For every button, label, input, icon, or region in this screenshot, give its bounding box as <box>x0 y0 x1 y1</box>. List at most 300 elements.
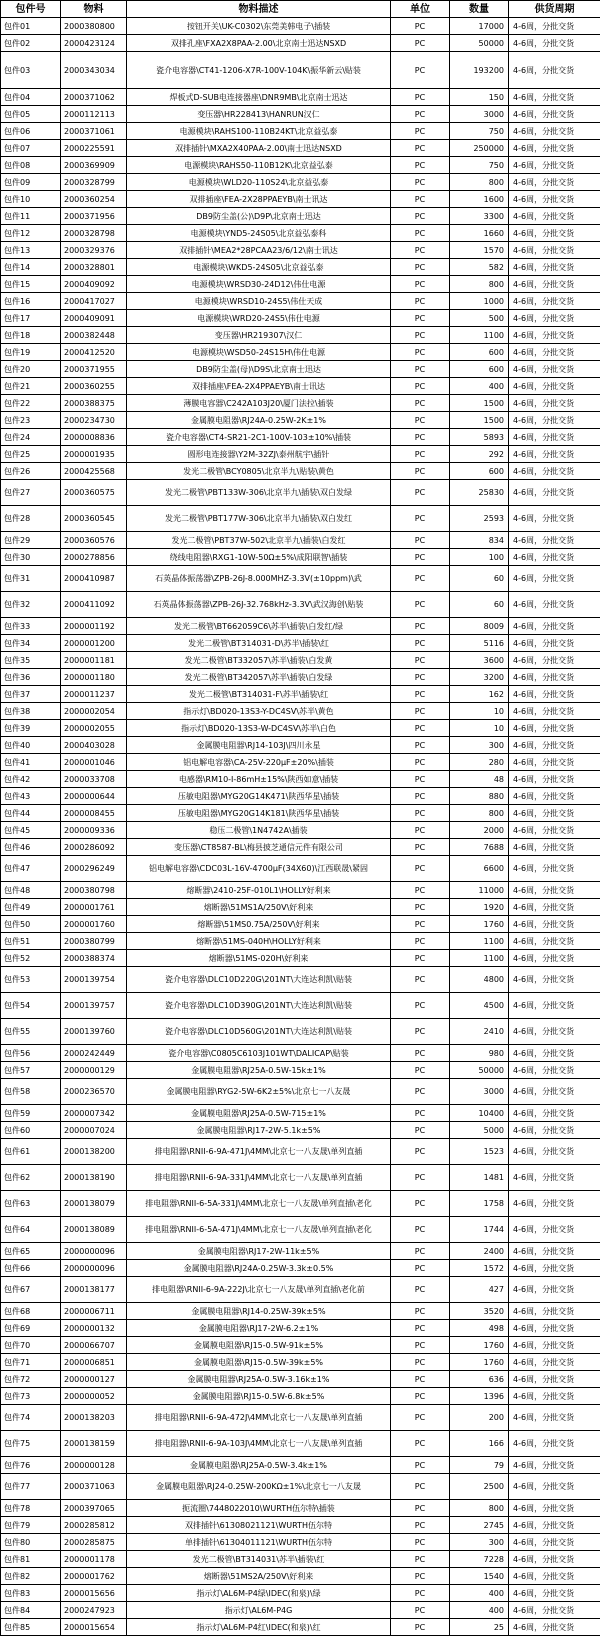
material-code-cell: 2000138203 <box>61 1405 127 1431</box>
description-cell: 电源模块\WRSD10-24S5\伟仕天成 <box>127 293 391 310</box>
quantity-cell: 750 <box>450 157 509 174</box>
unit-cell: PC <box>391 157 450 174</box>
quantity-cell: 8009 <box>450 618 509 635</box>
quantity-cell: 3000 <box>450 106 509 123</box>
lead-time-cell: 4-6周，分批交货 <box>509 1337 600 1354</box>
quantity-cell: 834 <box>450 532 509 549</box>
material-code-cell: 2000015654 <box>61 1619 127 1636</box>
package-cell: 包件28 <box>1 506 61 532</box>
lead-time-cell: 4-6周，分批交货 <box>509 592 600 618</box>
quantity-cell: 1100 <box>450 327 509 344</box>
lead-time-cell: 4-6周，分批交货 <box>509 446 600 463</box>
table-row <box>1 652 600 669</box>
table-row <box>1 669 600 686</box>
unit-cell: PC <box>391 856 450 882</box>
table-row <box>1 1371 600 1388</box>
material-code-cell: 2000001935 <box>61 446 127 463</box>
package-cell: 包件29 <box>1 532 61 549</box>
quantity-cell: 1600 <box>450 191 509 208</box>
material-code-cell: 2000007024 <box>61 1122 127 1139</box>
package-cell: 包件60 <box>1 1122 61 1139</box>
lead-time-cell: 4-6周，分批交货 <box>509 378 600 395</box>
lead-time-cell: 4-6周，分批交货 <box>509 1457 600 1474</box>
table-row <box>1 1354 600 1371</box>
quantity-cell: 292 <box>450 446 509 463</box>
description-cell: 薄膜电容器\C242A103J20\厦门法拉\插装 <box>127 395 391 412</box>
quantity-cell: 1100 <box>450 950 509 967</box>
package-cell: 包件32 <box>1 592 61 618</box>
lead-time-cell: 4-6周，分批交货 <box>509 933 600 950</box>
quantity-cell: 880 <box>450 788 509 805</box>
unit-cell: PC <box>391 967 450 993</box>
lead-time-cell: 4-6周，分批交货 <box>509 106 600 123</box>
table-row <box>1 1191 600 1217</box>
quantity-cell: 10 <box>450 703 509 720</box>
table-row <box>1 856 600 882</box>
material-code-cell: 2000417027 <box>61 293 127 310</box>
package-cell: 包件55 <box>1 1019 61 1045</box>
unit-cell: PC <box>391 174 450 191</box>
quantity-cell: 1500 <box>450 395 509 412</box>
quantity-cell: 400 <box>450 378 509 395</box>
quantity-cell: 427 <box>450 1277 509 1303</box>
material-code-cell: 2000000096 <box>61 1260 127 1277</box>
table-row <box>1 361 600 378</box>
package-cell: 包件69 <box>1 1320 61 1337</box>
package-cell: 包件15 <box>1 276 61 293</box>
quantity-cell: 500 <box>450 310 509 327</box>
quantity-cell: 300 <box>450 737 509 754</box>
lead-time-cell: 4-6周，分批交货 <box>509 1277 600 1303</box>
unit-cell: PC <box>391 899 450 916</box>
lead-time-cell: 4-6周，分批交货 <box>509 1045 600 1062</box>
description-cell: 瓷介电容器\C0805C6103J101WT\DALICAP\贴装 <box>127 1045 391 1062</box>
quantity-cell: 2500 <box>450 1474 509 1500</box>
package-cell: 包件44 <box>1 805 61 822</box>
table-row <box>1 1388 600 1405</box>
lead-time-cell: 4-6周，分批交货 <box>509 720 600 737</box>
package-cell: 包件14 <box>1 259 61 276</box>
lead-time-cell: 4-6周，分批交货 <box>509 361 600 378</box>
quantity-cell: 1481 <box>450 1165 509 1191</box>
material-code-cell: 2000007342 <box>61 1105 127 1122</box>
package-cell: 包件38 <box>1 703 61 720</box>
package-cell: 包件13 <box>1 242 61 259</box>
table-row <box>1 157 600 174</box>
header-lead-time: 供货周期 <box>509 1 600 18</box>
unit-cell: PC <box>391 1457 450 1474</box>
table-row <box>1 327 600 344</box>
description-cell: 石英晶体振荡器\ZPB-26J-32.768kHz-3.3V\武汉海创\贴装 <box>127 592 391 618</box>
lead-time-cell: 4-6周，分批交货 <box>509 157 600 174</box>
unit-cell: PC <box>391 1122 450 1139</box>
table-row <box>1 1517 600 1534</box>
package-cell: 包件16 <box>1 293 61 310</box>
unit-cell: PC <box>391 208 450 225</box>
unit-cell: PC <box>391 1517 450 1534</box>
material-code-cell: 2000139757 <box>61 993 127 1019</box>
description-cell: 电源模块\WKD5-24S05\北京益弘泰 <box>127 259 391 276</box>
quantity-cell: 800 <box>450 174 509 191</box>
package-cell: 包件56 <box>1 1045 61 1062</box>
table-row <box>1 35 600 52</box>
table-row <box>1 1243 600 1260</box>
table-row <box>1 1568 600 1585</box>
lead-time-cell: 4-6周，分批交货 <box>509 1568 600 1585</box>
quantity-cell: 1758 <box>450 1191 509 1217</box>
quantity-cell: 1760 <box>450 1337 509 1354</box>
description-cell: 电源模块\WRSD30-24D12\伟仕电源 <box>127 276 391 293</box>
package-cell: 包件76 <box>1 1457 61 1474</box>
table-row <box>1 1337 600 1354</box>
unit-cell: PC <box>391 1431 450 1457</box>
table-row <box>1 344 600 361</box>
description-cell: 指示灯\BD020-13S3-Y-DC4SV\苏半\黄色 <box>127 703 391 720</box>
material-code-cell: 2000371956 <box>61 208 127 225</box>
description-cell: 熔断器\51MS0.75A/250V\好利来 <box>127 916 391 933</box>
description-cell: 排电阻器\RNII-6-9A-103J\4MM\北京七一八友晟\单列直插 <box>127 1431 391 1457</box>
lead-time-cell: 4-6周，分批交货 <box>509 1517 600 1534</box>
lead-time-cell: 4-6周，分批交货 <box>509 618 600 635</box>
description-cell: 稳压二极管\1N4742A\插装 <box>127 822 391 839</box>
lead-time-cell: 4-6周，分批交货 <box>509 1474 600 1500</box>
unit-cell: PC <box>391 754 450 771</box>
description-cell: 排电阻器\RNII-6-9A-222J\北京七一八友晟\单列直插\老化前 <box>127 1277 391 1303</box>
quantity-cell: 10 <box>450 720 509 737</box>
unit-cell: PC <box>391 703 450 720</box>
material-code-cell: 2000360255 <box>61 378 127 395</box>
package-cell: 包件26 <box>1 463 61 480</box>
package-cell: 包件17 <box>1 310 61 327</box>
material-code-cell: 2000380799 <box>61 933 127 950</box>
material-code-cell: 2000112113 <box>61 106 127 123</box>
table-row <box>1 89 600 106</box>
lead-time-cell: 4-6周，分批交货 <box>509 1500 600 1517</box>
unit-cell: PC <box>391 106 450 123</box>
quantity-cell: 3600 <box>450 652 509 669</box>
material-code-cell: 2000001046 <box>61 754 127 771</box>
table-row <box>1 259 600 276</box>
lead-time-cell: 4-6周，分批交货 <box>509 1371 600 1388</box>
unit-cell: PC <box>391 1139 450 1165</box>
table-row <box>1 566 600 592</box>
package-cell: 包件22 <box>1 395 61 412</box>
material-code-cell: 2000011237 <box>61 686 127 703</box>
quantity-cell: 582 <box>450 259 509 276</box>
description-cell: 电源模块\RAHS100-110B24KT\北京益弘泰 <box>127 123 391 140</box>
unit-cell: PC <box>391 1619 450 1636</box>
description-cell: 发光二极管\BCY0805\北京半九\贴装\黄色 <box>127 463 391 480</box>
unit-cell: PC <box>391 1165 450 1191</box>
package-cell: 包件09 <box>1 174 61 191</box>
description-cell: 金属膜电阻器\RJ24A-0.25W-3.3k±0.5% <box>127 1260 391 1277</box>
quantity-cell: 1523 <box>450 1139 509 1165</box>
table-row <box>1 174 600 191</box>
unit-cell: PC <box>391 429 450 446</box>
quantity-cell: 300 <box>450 1534 509 1551</box>
quantity-cell: 1572 <box>450 1260 509 1277</box>
package-cell: 包件41 <box>1 754 61 771</box>
table-row <box>1 191 600 208</box>
lead-time-cell: 4-6周，分批交货 <box>509 1105 600 1122</box>
description-cell: 双排插座\FEA-2X28PPAEYB\南士讯达 <box>127 191 391 208</box>
description-cell: 金属膜电阻器\RJ14-103J\四川永星 <box>127 737 391 754</box>
quantity-cell: 800 <box>450 805 509 822</box>
table-row <box>1 1585 600 1602</box>
lead-time-cell: 4-6周，分批交货 <box>509 1139 600 1165</box>
lead-time-cell: 4-6周，分批交货 <box>509 276 600 293</box>
description-cell: 发光二极管\BT314031-D\苏半\插装\红 <box>127 635 391 652</box>
table-row <box>1 737 600 754</box>
quantity-cell: 7688 <box>450 839 509 856</box>
material-code-cell: 2000002055 <box>61 720 127 737</box>
package-cell: 包件72 <box>1 1371 61 1388</box>
package-cell: 包件25 <box>1 446 61 463</box>
material-code-cell: 2000001762 <box>61 1568 127 1585</box>
table-row <box>1 106 600 123</box>
unit-cell: PC <box>391 720 450 737</box>
material-code-cell: 2000001180 <box>61 669 127 686</box>
package-cell: 包件51 <box>1 933 61 950</box>
unit-cell: PC <box>391 916 450 933</box>
unit-cell: PC <box>391 549 450 566</box>
quantity-cell: 3200 <box>450 669 509 686</box>
material-code-cell: 2000066707 <box>61 1337 127 1354</box>
package-cell: 包件20 <box>1 361 61 378</box>
unit-cell: PC <box>391 18 450 35</box>
lead-time-cell: 4-6周，分批交货 <box>509 703 600 720</box>
lead-time-cell: 4-6周，分批交货 <box>509 1320 600 1337</box>
material-code-cell: 2000001178 <box>61 1551 127 1568</box>
lead-time-cell: 4-6周，分批交货 <box>509 35 600 52</box>
description-cell: 瓷介电容器\CT41-1206-X7R-100V-104K\振华新云\贴装 <box>127 52 391 89</box>
lead-time-cell: 4-6周，分批交货 <box>509 327 600 344</box>
quantity-cell: 6600 <box>450 856 509 882</box>
package-cell: 包件66 <box>1 1260 61 1277</box>
material-code-cell: 2000236570 <box>61 1079 127 1105</box>
unit-cell: PC <box>391 839 450 856</box>
material-code-cell: 2000360545 <box>61 506 127 532</box>
description-cell: 排电阻器\RNII-6-5A-471J\4MM\北京七一八友晟\单列直插\老化 <box>127 1217 391 1243</box>
package-cell: 包件49 <box>1 899 61 916</box>
description-cell: 瓷介电容器\DLC10D220G\201NT\大连达利凯\贴装 <box>127 967 391 993</box>
table-row <box>1 242 600 259</box>
unit-cell: PC <box>391 1019 450 1045</box>
table-row <box>1 1019 600 1045</box>
lead-time-cell: 4-6周，分批交货 <box>509 916 600 933</box>
description-cell: 铝电解电容器\CA-25V-220μF±20%\插装 <box>127 754 391 771</box>
description-cell: 金属膜电阻器\RJ17-2W-6.2±1% <box>127 1320 391 1337</box>
unit-cell: PC <box>391 463 450 480</box>
description-cell: 金属膜电阻器\RYG2-5W-6K2±5%\北京七一八友晟 <box>127 1079 391 1105</box>
material-code-cell: 2000009336 <box>61 822 127 839</box>
quantity-cell: 280 <box>450 754 509 771</box>
unit-cell: PC <box>391 378 450 395</box>
quantity-cell: 3000 <box>450 1079 509 1105</box>
package-cell: 包件21 <box>1 378 61 395</box>
material-code-cell: 2000360576 <box>61 532 127 549</box>
description-cell: 双排插座\FEA-2X4PPAEYB\南士讯达 <box>127 378 391 395</box>
lead-time-cell: 4-6周，分批交货 <box>509 310 600 327</box>
quantity-cell: 1100 <box>450 933 509 950</box>
package-cell: 包件47 <box>1 856 61 882</box>
material-code-cell: 2000000132 <box>61 1320 127 1337</box>
lead-time-cell: 4-6周，分批交货 <box>509 1079 600 1105</box>
description-cell: 金属膜电阻器\RJ15-0.5W-91k±5% <box>127 1337 391 1354</box>
lead-time-cell: 4-6周，分批交货 <box>509 950 600 967</box>
quantity-cell: 600 <box>450 344 509 361</box>
package-cell: 包件06 <box>1 123 61 140</box>
quantity-cell: 1920 <box>450 899 509 916</box>
table-row <box>1 933 600 950</box>
package-cell: 包件40 <box>1 737 61 754</box>
description-cell: 排电阻器\RNII-6-9A-471J\4MM\北京七一八友晟\单列直插 <box>127 1139 391 1165</box>
material-code-cell: 2000278856 <box>61 549 127 566</box>
description-cell: 扼流圈\7448022010\WURTH伍尔特\插装 <box>127 1500 391 1517</box>
package-cell: 包件52 <box>1 950 61 967</box>
description-cell: 压敏电阻器\MYG20G14K471\陕西华星\插装 <box>127 788 391 805</box>
lead-time-cell: 4-6周，分批交货 <box>509 463 600 480</box>
quantity-cell: 636 <box>450 1371 509 1388</box>
material-code-cell: 2000001181 <box>61 652 127 669</box>
package-cell: 包件68 <box>1 1303 61 1320</box>
table-row <box>1 1277 600 1303</box>
lead-time-cell: 4-6周，分批交货 <box>509 1534 600 1551</box>
description-cell: 发光二极管\BT342057\苏半\插装\白发绿 <box>127 669 391 686</box>
table-row <box>1 1602 600 1619</box>
lead-time-cell: 4-6周，分批交货 <box>509 1217 600 1243</box>
quantity-cell: 400 <box>450 1585 509 1602</box>
description-cell: 金属膜电阻器\RJ14-0.25W-39k±5% <box>127 1303 391 1320</box>
description-cell: 发光二极管\BT662059C6\苏半\插装\白发红/绿 <box>127 618 391 635</box>
quantity-cell: 60 <box>450 592 509 618</box>
unit-cell: PC <box>391 1337 450 1354</box>
package-cell: 包件05 <box>1 106 61 123</box>
table-row <box>1 208 600 225</box>
unit-cell: PC <box>391 1303 450 1320</box>
table-row <box>1 463 600 480</box>
package-cell: 包件83 <box>1 1585 61 1602</box>
material-code-cell: 2000296249 <box>61 856 127 882</box>
unit-cell: PC <box>391 327 450 344</box>
package-cell: 包件23 <box>1 412 61 429</box>
lead-time-cell: 4-6周，分批交货 <box>509 225 600 242</box>
unit-cell: PC <box>391 669 450 686</box>
table-row <box>1 967 600 993</box>
package-cell: 包件10 <box>1 191 61 208</box>
description-cell: 发光二极管\PBT177W-306\北京半九\插装\双白发红 <box>127 506 391 532</box>
lead-time-cell: 4-6周，分批交货 <box>509 1303 600 1320</box>
description-cell: 指示灯\AL6M-P4G <box>127 1602 391 1619</box>
unit-cell: PC <box>391 737 450 754</box>
package-cell: 包件80 <box>1 1534 61 1551</box>
unit-cell: PC <box>391 1534 450 1551</box>
table-row <box>1 720 600 737</box>
table-row <box>1 1431 600 1457</box>
table-row <box>1 1534 600 1551</box>
quantity-cell: 10400 <box>450 1105 509 1122</box>
unit-cell: PC <box>391 276 450 293</box>
unit-cell: PC <box>391 1500 450 1517</box>
table-row <box>1 532 600 549</box>
quantity-cell: 25830 <box>450 480 509 506</box>
table-row <box>1 635 600 652</box>
table-row <box>1 310 600 327</box>
material-code-cell: 2000403028 <box>61 737 127 754</box>
lead-time-cell: 4-6周，分批交货 <box>509 899 600 916</box>
description-cell: 圆形电连接器\Y2M-32ZJ\泰州航宇\插针 <box>127 446 391 463</box>
material-code-cell: 2000138177 <box>61 1277 127 1303</box>
lead-time-cell: 4-6周，分批交货 <box>509 788 600 805</box>
material-code-cell: 2000382448 <box>61 327 127 344</box>
quantity-cell: 5000 <box>450 1122 509 1139</box>
package-cell: 包件43 <box>1 788 61 805</box>
material-code-cell: 2000371061 <box>61 123 127 140</box>
package-cell: 包件64 <box>1 1217 61 1243</box>
unit-cell: PC <box>391 293 450 310</box>
material-code-cell: 2000329376 <box>61 242 127 259</box>
quantity-cell: 5893 <box>450 429 509 446</box>
package-cell: 包件46 <box>1 839 61 856</box>
unit-cell: PC <box>391 566 450 592</box>
lead-time-cell: 4-6周，分批交货 <box>509 18 600 35</box>
unit-cell: PC <box>391 1045 450 1062</box>
material-code-cell: 2000412520 <box>61 344 127 361</box>
table-row <box>1 788 600 805</box>
description-cell: 排电阻器\RNII-6-5A-331J\4MM\北京七一八友晟\单列直插\老化 <box>127 1191 391 1217</box>
unit-cell: PC <box>391 1602 450 1619</box>
package-cell: 包件74 <box>1 1405 61 1431</box>
description-cell: 金属膜电阻器\RJ25A-0.5W-3.16k±1% <box>127 1371 391 1388</box>
description-cell: 金属膜电阻器\RJ25A-0.5W-3.4k±1% <box>127 1457 391 1474</box>
unit-cell: PC <box>391 123 450 140</box>
package-cell: 包件48 <box>1 882 61 899</box>
lead-time-cell: 4-6周，分批交货 <box>509 635 600 652</box>
lead-time-cell: 4-6周，分批交货 <box>509 549 600 566</box>
lead-time-cell: 4-6周，分批交货 <box>509 669 600 686</box>
description-cell: 电源模块\WSD50-24S15H\伟仕电源 <box>127 344 391 361</box>
package-cell: 包件11 <box>1 208 61 225</box>
package-cell: 包件39 <box>1 720 61 737</box>
material-code-cell: 2000225591 <box>61 140 127 157</box>
material-code-cell: 2000411092 <box>61 592 127 618</box>
material-code-cell: 2000234730 <box>61 412 127 429</box>
material-code-cell: 2000423124 <box>61 35 127 52</box>
unit-cell: PC <box>391 225 450 242</box>
table-row <box>1 276 600 293</box>
lead-time-cell: 4-6周，分批交货 <box>509 532 600 549</box>
package-cell: 包件04 <box>1 89 61 106</box>
package-cell: 包件35 <box>1 652 61 669</box>
material-code-cell: 2000388374 <box>61 950 127 967</box>
package-cell: 包件84 <box>1 1602 61 1619</box>
material-code-cell: 2000139760 <box>61 1019 127 1045</box>
unit-cell: PC <box>391 822 450 839</box>
lead-time-cell: 4-6周，分批交货 <box>509 1619 600 1636</box>
material-code-cell: 2000138159 <box>61 1431 127 1457</box>
description-cell: 电源模块\WRD20-24S5\伟仕电源 <box>127 310 391 327</box>
package-cell: 包件61 <box>1 1139 61 1165</box>
quantity-cell: 400 <box>450 1602 509 1619</box>
quantity-cell: 2410 <box>450 1019 509 1045</box>
lead-time-cell: 4-6周，分批交货 <box>509 480 600 506</box>
package-cell: 包件34 <box>1 635 61 652</box>
description-cell: 金属膜电阻器\RJ24-0.25W-200KΩ±1%\北京七一八友晟 <box>127 1474 391 1500</box>
description-cell: 瓷介电容器\DLC10D560G\201NT\大连达利凯\贴装 <box>127 1019 391 1045</box>
material-code-cell: 2000343034 <box>61 52 127 89</box>
material-code-cell: 2000242449 <box>61 1045 127 1062</box>
material-code-cell: 2000001192 <box>61 618 127 635</box>
